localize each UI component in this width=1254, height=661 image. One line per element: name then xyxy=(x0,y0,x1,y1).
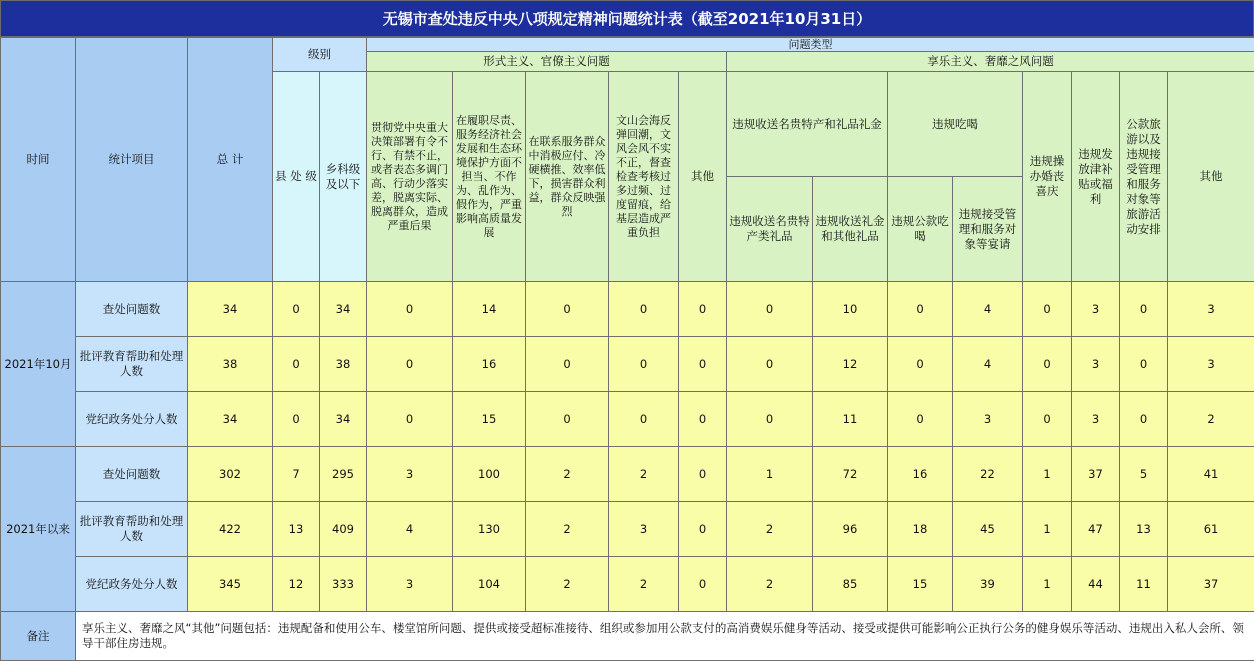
cell-gift2: 96 xyxy=(813,502,888,557)
cell-total: 34 xyxy=(188,282,273,337)
cell-f1: 0 xyxy=(367,392,453,447)
group-time: 2021年以来 xyxy=(1,447,76,612)
note-text: 享乐主义、奢靡之风“其他”问题包括：违规配备和使用公车、楼堂馆所问题、提供或接受超标准接待、组织或参加用公款支付的高消费娱乐健身等活动、接受或提供可能影响公正执行公务的健身娱乐等活动、违规出入私人会所、领导干部住房违规。 xyxy=(76,612,1254,661)
row-item: 党纪政务处分人数 xyxy=(76,392,188,447)
cell-f2: 16 xyxy=(453,337,526,392)
cell-eat2: 22 xyxy=(953,447,1023,502)
cell-f2: 130 xyxy=(453,502,526,557)
header-time: 时间 xyxy=(1,38,76,282)
row-item: 批评教育帮助和处理人数 xyxy=(76,337,188,392)
table-title: 无锡市查处违反中央八项规定精神问题统计表（截至2021年10月31日） xyxy=(0,0,1254,37)
cell-wedding: 0 xyxy=(1023,337,1072,392)
table-row xyxy=(1,337,1254,392)
cell-wedding: 1 xyxy=(1023,502,1072,557)
cell-f5: 0 xyxy=(679,502,727,557)
cell-county: 7 xyxy=(273,447,320,502)
cell-allowance: 3 xyxy=(1072,337,1120,392)
cell-eat2: 4 xyxy=(953,282,1023,337)
cell-other: 3 xyxy=(1168,282,1254,337)
header-wedding: 违规操办婚丧喜庆 xyxy=(1023,72,1072,282)
cell-eat2: 4 xyxy=(953,337,1023,392)
cell-eat1: 18 xyxy=(888,502,953,557)
table-row xyxy=(1,557,1254,612)
header-gift-money: 违规收送礼金和其他礼品 xyxy=(813,177,888,282)
cell-f5: 0 xyxy=(679,282,727,337)
cell-travel: 5 xyxy=(1120,447,1168,502)
header-gift: 违规收送名贵特产和礼品礼金 xyxy=(727,72,888,177)
cell-eat1: 15 xyxy=(888,557,953,612)
cell-total: 34 xyxy=(188,392,273,447)
cell-travel: 0 xyxy=(1120,337,1168,392)
header-total: 总 计 xyxy=(188,38,273,282)
cell-gift1: 2 xyxy=(727,557,813,612)
cell-f3: 2 xyxy=(526,502,609,557)
cell-township: 38 xyxy=(320,337,367,392)
header-travel: 公款旅游以及违规接受管理和服务对象等旅游活动安排 xyxy=(1120,72,1168,282)
cell-f1: 0 xyxy=(367,282,453,337)
header-gift-specialty: 违规收送名贵特产类礼品 xyxy=(727,177,813,282)
header-hedonism-other: 其他 xyxy=(1168,72,1254,282)
cell-f1: 4 xyxy=(367,502,453,557)
cell-wedding: 0 xyxy=(1023,392,1072,447)
cell-eat2: 39 xyxy=(953,557,1023,612)
cell-wedding: 1 xyxy=(1023,447,1072,502)
cell-wedding: 0 xyxy=(1023,282,1072,337)
cell-gift2: 10 xyxy=(813,282,888,337)
header-item: 统计项目 xyxy=(76,38,188,282)
cell-f2: 100 xyxy=(453,447,526,502)
table-row xyxy=(1,447,1254,502)
cell-eat1: 0 xyxy=(888,337,953,392)
cell-f4: 3 xyxy=(609,502,679,557)
cell-f2: 14 xyxy=(453,282,526,337)
cell-township: 34 xyxy=(320,392,367,447)
cell-total: 345 xyxy=(188,557,273,612)
cell-county: 0 xyxy=(273,392,320,447)
header-township-level: 乡科级及以下 xyxy=(320,72,367,282)
cell-f3: 0 xyxy=(526,282,609,337)
cell-township: 333 xyxy=(320,557,367,612)
cell-allowance: 3 xyxy=(1072,282,1120,337)
cell-f1: 0 xyxy=(367,337,453,392)
cell-f3: 0 xyxy=(526,392,609,447)
cell-county: 0 xyxy=(273,282,320,337)
cell-f3: 2 xyxy=(526,557,609,612)
cell-gift1: 1 xyxy=(727,447,813,502)
header-formalism-2: 在履职尽责、服务经济社会发展和生态环境保护方面不担当、不作为、乱作为、假作为，严重影响高质量发展 xyxy=(453,72,526,282)
cell-travel: 0 xyxy=(1120,392,1168,447)
statistics-table xyxy=(0,37,1254,661)
header-problem-type: 问题类型 xyxy=(367,38,1254,52)
cell-total: 422 xyxy=(188,502,273,557)
group-time: 2021年10月 xyxy=(1,282,76,447)
cell-f3: 2 xyxy=(526,447,609,502)
header-formalism: 形式主义、官僚主义问题 xyxy=(367,52,727,72)
cell-f4: 0 xyxy=(609,282,679,337)
cell-f2: 104 xyxy=(453,557,526,612)
cell-f1: 3 xyxy=(367,447,453,502)
table-row xyxy=(1,392,1254,447)
table-row xyxy=(1,282,1254,337)
header-level: 级别 xyxy=(273,38,367,72)
cell-township: 295 xyxy=(320,447,367,502)
cell-f4: 2 xyxy=(609,447,679,502)
cell-travel: 0 xyxy=(1120,282,1168,337)
header-eating-public: 违规公款吃喝 xyxy=(888,177,953,282)
cell-other: 37 xyxy=(1168,557,1254,612)
cell-gift2: 12 xyxy=(813,337,888,392)
cell-county: 12 xyxy=(273,557,320,612)
cell-gift1: 0 xyxy=(727,392,813,447)
cell-wedding: 1 xyxy=(1023,557,1072,612)
cell-allowance: 47 xyxy=(1072,502,1120,557)
header-hedonism: 享乐主义、奢靡之风问题 xyxy=(727,52,1254,72)
cell-allowance: 3 xyxy=(1072,392,1120,447)
header-eating-banquet: 违规接受管理和服务对象等宴请 xyxy=(953,177,1023,282)
cell-travel: 13 xyxy=(1120,502,1168,557)
table-row xyxy=(1,502,1254,557)
cell-other: 2 xyxy=(1168,392,1254,447)
cell-f3: 0 xyxy=(526,337,609,392)
cell-township: 409 xyxy=(320,502,367,557)
cell-gift1: 0 xyxy=(727,282,813,337)
cell-gift1: 2 xyxy=(727,502,813,557)
row-item: 查处问题数 xyxy=(76,282,188,337)
cell-county: 0 xyxy=(273,337,320,392)
note-label: 备注 xyxy=(1,612,76,661)
cell-f5: 0 xyxy=(679,447,727,502)
header-formalism-3: 在联系服务群众中消极应付、冷硬横推、效率低下，损害群众利益，群众反映强烈 xyxy=(526,72,609,282)
cell-eat1: 0 xyxy=(888,392,953,447)
row-item: 查处问题数 xyxy=(76,447,188,502)
cell-f2: 15 xyxy=(453,392,526,447)
cell-gift2: 72 xyxy=(813,447,888,502)
cell-eat2: 3 xyxy=(953,392,1023,447)
cell-county: 13 xyxy=(273,502,320,557)
header-eating: 违规吃喝 xyxy=(888,72,1023,177)
row-item: 批评教育帮助和处理人数 xyxy=(76,502,188,557)
header-county-level: 县 处 级 xyxy=(273,72,320,282)
row-item: 党纪政务处分人数 xyxy=(76,557,188,612)
cell-eat1: 0 xyxy=(888,282,953,337)
cell-township: 34 xyxy=(320,282,367,337)
cell-gift1: 0 xyxy=(727,337,813,392)
cell-f5: 0 xyxy=(679,392,727,447)
cell-gift2: 11 xyxy=(813,392,888,447)
cell-f1: 3 xyxy=(367,557,453,612)
header-formalism-1: 贯彻党中央重大决策部署有令不行、有禁不止，或者表态多调门高、行动少落实差，脱离实际、脱离群众，造成严重后果 xyxy=(367,72,453,282)
header-formalism-other: 其他 xyxy=(679,72,727,282)
cell-eat1: 16 xyxy=(888,447,953,502)
header-formalism-4: 文山会海反弹回潮，文风会风不实不正，督查检查考核过多过频、过度留痕，给基层造成严重负担 xyxy=(609,72,679,282)
cell-f5: 0 xyxy=(679,337,727,392)
cell-other: 41 xyxy=(1168,447,1254,502)
cell-other: 61 xyxy=(1168,502,1254,557)
cell-eat2: 45 xyxy=(953,502,1023,557)
cell-f4: 0 xyxy=(609,392,679,447)
cell-gift2: 85 xyxy=(813,557,888,612)
header-allowance: 违规发放津补贴或福利 xyxy=(1072,72,1120,282)
cell-allowance: 44 xyxy=(1072,557,1120,612)
cell-travel: 11 xyxy=(1120,557,1168,612)
cell-other: 3 xyxy=(1168,337,1254,392)
cell-total: 302 xyxy=(188,447,273,502)
cell-total: 38 xyxy=(188,337,273,392)
cell-f4: 2 xyxy=(609,557,679,612)
cell-allowance: 37 xyxy=(1072,447,1120,502)
cell-f5: 0 xyxy=(679,557,727,612)
cell-f4: 0 xyxy=(609,337,679,392)
